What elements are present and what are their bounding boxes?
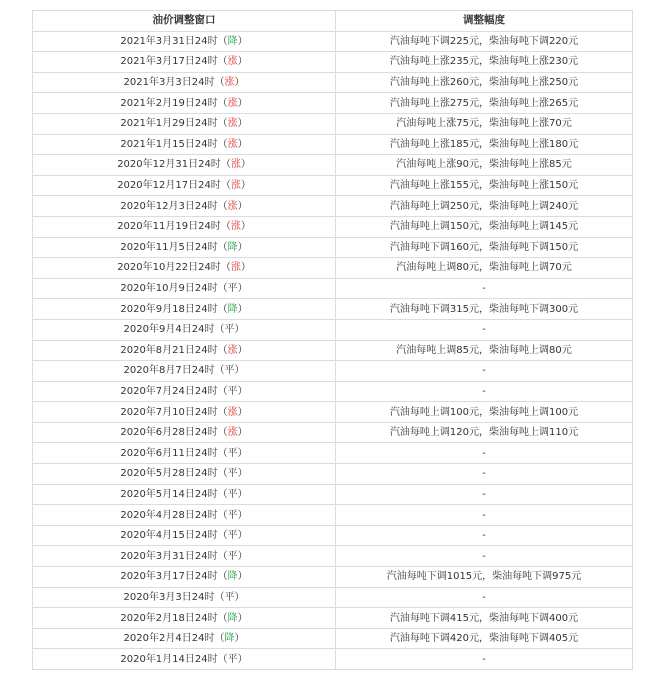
paren-open: （	[217, 56, 228, 68]
adjust-window-cell	[33, 278, 336, 299]
table-row	[33, 52, 633, 73]
paren-close: ）	[234, 633, 245, 645]
adjust-range-cell: 汽油每吨下调1015元，柴油每吨下调975元	[336, 567, 633, 588]
adjust-status-flat: 平	[224, 324, 235, 336]
adjust-status-flat: 平	[227, 283, 238, 295]
paren-open: （	[217, 509, 228, 521]
paren-close: ）	[237, 56, 248, 68]
adjust-range-cell: -	[336, 464, 633, 485]
paren-close: ）	[234, 365, 245, 377]
adjust-status-flat: 平	[227, 468, 238, 480]
adjust-status-flat: 平	[227, 550, 238, 562]
adjust-window-cell	[33, 31, 336, 52]
adjust-date: 2020年3月17日24时	[120, 571, 218, 583]
table-header-row	[33, 11, 633, 32]
adjust-window-cell	[33, 402, 336, 423]
paren-close: ）	[237, 406, 248, 418]
adjust-status-down: 降	[227, 303, 238, 315]
paren-close: ）	[237, 118, 248, 130]
paren-close: ）	[240, 159, 251, 171]
paren-close: ）	[237, 138, 248, 150]
paren-open: （	[217, 468, 228, 480]
paren-close: ）	[237, 447, 248, 459]
table-row	[33, 196, 633, 217]
paren-close: ）	[240, 262, 251, 274]
adjust-status-up: 涨	[230, 180, 241, 192]
adjust-status-up: 涨	[227, 118, 238, 130]
table-row	[33, 72, 633, 93]
paren-open: （	[217, 427, 228, 439]
adjust-window-cell	[33, 649, 336, 670]
adjust-range-cell: 汽油每吨下调225元，柴油每吨下调220元	[336, 31, 633, 52]
paren-open: （	[217, 550, 228, 562]
table-row	[33, 587, 633, 608]
adjust-date: 2021年1月29日24时	[120, 118, 218, 130]
adjust-range-cell: 汽油每吨上涨90元，柴油每吨上涨85元	[336, 155, 633, 176]
paren-open: （	[214, 633, 225, 645]
adjust-status-down: 降	[227, 241, 238, 253]
adjust-range-cell: -	[336, 587, 633, 608]
paren-open: （	[217, 447, 228, 459]
adjust-status-flat: 平	[227, 530, 238, 542]
paren-open: （	[217, 303, 228, 315]
paren-close: ）	[237, 571, 248, 583]
adjust-status-flat: 平	[224, 365, 235, 377]
paren-close: ）	[237, 344, 248, 356]
adjust-date: 2020年5月28日24时	[120, 468, 218, 480]
adjust-window-cell	[33, 381, 336, 402]
adjust-window-cell	[33, 484, 336, 505]
paren-open: （	[217, 571, 228, 583]
adjust-range-cell: 汽油每吨上调120元，柴油每吨上调110元	[336, 422, 633, 443]
paren-open: （	[214, 77, 225, 89]
table-row	[33, 525, 633, 546]
adjust-date: 2020年4月28日24时	[120, 509, 218, 521]
price-adjustment-table	[32, 10, 633, 670]
adjust-window-cell	[33, 196, 336, 217]
adjust-status-up: 涨	[227, 427, 238, 439]
adjust-date: 2020年9月18日24时	[120, 303, 218, 315]
adjust-date: 2020年5月14日24时	[120, 488, 218, 500]
table-row	[33, 319, 633, 340]
adjust-date: 2020年7月10日24时	[120, 406, 218, 418]
adjust-date: 2020年12月17日24时	[117, 180, 221, 192]
adjust-date: 2020年12月31日24时	[117, 159, 221, 171]
adjust-date: 2020年1月14日24时	[120, 653, 218, 665]
adjust-date: 2020年7月24日24时	[120, 385, 218, 397]
adjust-status-up: 涨	[227, 97, 238, 109]
paren-open: （	[220, 221, 231, 233]
paren-open: （	[217, 35, 228, 47]
paren-close: ）	[240, 180, 251, 192]
paren-open: （	[214, 324, 225, 336]
table-body	[33, 31, 633, 669]
adjust-date: 2021年3月17日24时	[120, 56, 218, 68]
table-row	[33, 443, 633, 464]
adjust-date: 2020年9月4日24时	[123, 324, 215, 336]
adjust-date: 2020年11月5日24时	[120, 241, 218, 253]
adjust-range-cell: 汽油每吨上涨155元，柴油每吨上涨150元	[336, 175, 633, 196]
adjust-status-down: 降	[227, 571, 238, 583]
header-adjust-window: 油价调整窗口	[33, 11, 336, 32]
table-row	[33, 93, 633, 114]
adjust-window-cell	[33, 52, 336, 73]
adjust-window-cell	[33, 628, 336, 649]
adjust-range-cell: 汽油每吨上调250元，柴油每吨上调240元	[336, 196, 633, 217]
adjust-range-cell: 汽油每吨上调100元，柴油每吨上调100元	[336, 402, 633, 423]
adjust-range-cell: 汽油每吨上调150元，柴油每吨上调145元	[336, 216, 633, 237]
paren-close: ）	[237, 241, 248, 253]
adjust-range-cell: 汽油每吨上涨185元，柴油每吨上涨180元	[336, 134, 633, 155]
adjust-range-cell: 汽油每吨上调85元，柴油每吨上调80元	[336, 340, 633, 361]
paren-close: ）	[237, 612, 248, 624]
table-row	[33, 340, 633, 361]
adjust-date: 2020年8月7日24时	[123, 365, 215, 377]
adjust-range-cell: 汽油每吨下调415元，柴油每吨下调400元	[336, 608, 633, 629]
adjust-status-up: 涨	[227, 200, 238, 212]
adjust-range-cell: -	[336, 649, 633, 670]
adjust-status-up: 涨	[227, 344, 238, 356]
adjust-range-cell: 汽油每吨下调420元，柴油每吨下调405元	[336, 628, 633, 649]
paren-open: （	[217, 530, 228, 542]
paren-open: （	[217, 488, 228, 500]
paren-open: （	[220, 262, 231, 274]
table-row	[33, 402, 633, 423]
adjust-range-cell: 汽油每吨上涨235元，柴油每吨上涨230元	[336, 52, 633, 73]
table-row	[33, 31, 633, 52]
adjust-window-cell	[33, 525, 336, 546]
adjust-range-cell: 汽油每吨上涨260元，柴油每吨上涨250元	[336, 72, 633, 93]
adjust-status-up: 涨	[230, 221, 241, 233]
paren-open: （	[217, 653, 228, 665]
table-row	[33, 258, 633, 279]
adjust-window-cell	[33, 134, 336, 155]
adjust-range-cell: 汽油每吨上涨75元，柴油每吨上涨70元	[336, 113, 633, 134]
table-row	[33, 299, 633, 320]
paren-open: （	[217, 283, 228, 295]
adjust-window-cell	[33, 567, 336, 588]
adjust-window-cell	[33, 175, 336, 196]
paren-close: ）	[237, 488, 248, 500]
paren-open: （	[217, 241, 228, 253]
table-row	[33, 608, 633, 629]
paren-open: （	[217, 406, 228, 418]
table-row	[33, 649, 633, 670]
adjust-status-up: 涨	[230, 262, 241, 274]
adjust-range-cell: -	[336, 505, 633, 526]
adjust-range-cell: 汽油每吨下调160元，柴油每吨下调150元	[336, 237, 633, 258]
table-row	[33, 134, 633, 155]
paren-close: ）	[234, 324, 245, 336]
adjust-window-cell	[33, 546, 336, 567]
table-row	[33, 237, 633, 258]
adjust-window-cell	[33, 155, 336, 176]
adjust-status-down: 降	[227, 612, 238, 624]
adjust-date: 2020年10月9日24时	[120, 283, 218, 295]
table-row	[33, 546, 633, 567]
adjust-window-cell	[33, 340, 336, 361]
adjust-date: 2020年6月28日24时	[120, 427, 218, 439]
adjust-date: 2021年3月3日24时	[123, 77, 215, 89]
adjust-status-flat: 平	[227, 653, 238, 665]
adjust-date: 2020年6月11日24时	[120, 447, 218, 459]
paren-close: ）	[237, 427, 248, 439]
paren-close: ）	[234, 77, 245, 89]
adjust-window-cell	[33, 72, 336, 93]
adjust-window-cell	[33, 464, 336, 485]
table-row	[33, 464, 633, 485]
header-adjust-range: 调整幅度	[336, 11, 633, 32]
adjust-window-cell	[33, 258, 336, 279]
adjust-date: 2020年12月3日24时	[120, 200, 218, 212]
adjust-date: 2020年8月21日24时	[120, 344, 218, 356]
adjust-range-cell: 汽油每吨上涨275元，柴油每吨上涨265元	[336, 93, 633, 114]
paren-close: ）	[237, 385, 248, 397]
adjust-range-cell: -	[336, 525, 633, 546]
adjust-range-cell: -	[336, 381, 633, 402]
adjust-window-cell	[33, 587, 336, 608]
paren-close: ）	[237, 283, 248, 295]
adjust-window-cell	[33, 443, 336, 464]
price-adjustment-table-container	[32, 10, 632, 670]
adjust-window-cell	[33, 361, 336, 382]
paren-open: （	[214, 591, 225, 603]
table-row	[33, 155, 633, 176]
paren-open: （	[217, 118, 228, 130]
paren-close: ）	[237, 550, 248, 562]
adjust-window-cell	[33, 93, 336, 114]
table-row	[33, 175, 633, 196]
paren-open: （	[217, 97, 228, 109]
table-row	[33, 567, 633, 588]
adjust-window-cell	[33, 216, 336, 237]
adjust-date: 2021年2月19日24时	[120, 97, 218, 109]
paren-close: ）	[237, 200, 248, 212]
adjust-status-down: 降	[227, 35, 238, 47]
table-row	[33, 484, 633, 505]
adjust-status-flat: 平	[227, 385, 238, 397]
adjust-date: 2020年3月3日24时	[123, 591, 215, 603]
adjust-window-cell	[33, 505, 336, 526]
adjust-window-cell	[33, 299, 336, 320]
adjust-window-cell	[33, 422, 336, 443]
table-row	[33, 278, 633, 299]
adjust-date: 2020年2月4日24时	[123, 633, 215, 645]
adjust-range-cell: -	[336, 278, 633, 299]
table-row	[33, 216, 633, 237]
adjust-window-cell	[33, 113, 336, 134]
adjust-status-flat: 平	[227, 488, 238, 500]
paren-close: ）	[240, 221, 251, 233]
paren-close: ）	[237, 97, 248, 109]
table-row	[33, 113, 633, 134]
paren-close: ）	[237, 35, 248, 47]
table-row	[33, 361, 633, 382]
adjust-date: 2021年3月31日24时	[120, 35, 218, 47]
adjust-range-cell: 汽油每吨下调315元，柴油每吨下调300元	[336, 299, 633, 320]
adjust-window-cell	[33, 608, 336, 629]
paren-close: ）	[237, 509, 248, 521]
adjust-date: 2021年1月15日24时	[120, 138, 218, 150]
paren-close: ）	[234, 591, 245, 603]
adjust-status-up: 涨	[230, 159, 241, 171]
paren-open: （	[217, 344, 228, 356]
paren-open: （	[214, 365, 225, 377]
adjust-date: 2020年2月18日24时	[120, 612, 218, 624]
paren-open: （	[217, 612, 228, 624]
paren-open: （	[217, 385, 228, 397]
paren-close: ）	[237, 530, 248, 542]
adjust-status-flat: 平	[227, 447, 238, 459]
adjust-range-cell: -	[336, 361, 633, 382]
table-row	[33, 422, 633, 443]
adjust-date: 2020年11月19日24时	[117, 221, 221, 233]
paren-close: ）	[237, 468, 248, 480]
adjust-date: 2020年3月31日24时	[120, 550, 218, 562]
paren-close: ）	[237, 303, 248, 315]
adjust-status-up: 涨	[227, 406, 238, 418]
paren-close: ）	[237, 653, 248, 665]
adjust-status-flat: 平	[227, 509, 238, 521]
adjust-range-cell: -	[336, 443, 633, 464]
adjust-window-cell	[33, 319, 336, 340]
paren-open: （	[217, 200, 228, 212]
adjust-range-cell: -	[336, 319, 633, 340]
paren-open: （	[220, 180, 231, 192]
adjust-status-down: 降	[224, 633, 235, 645]
adjust-status-up: 涨	[224, 77, 235, 89]
table-row	[33, 505, 633, 526]
adjust-date: 2020年10月22日24时	[117, 262, 221, 274]
adjust-status-up: 涨	[227, 138, 238, 150]
adjust-range-cell: -	[336, 546, 633, 567]
adjust-range-cell: -	[336, 484, 633, 505]
adjust-range-cell: 汽油每吨上调80元，柴油每吨上调70元	[336, 258, 633, 279]
adjust-status-flat: 平	[224, 591, 235, 603]
adjust-window-cell	[33, 237, 336, 258]
adjust-date: 2020年4月15日24时	[120, 530, 218, 542]
adjust-status-up: 涨	[227, 56, 238, 68]
paren-open: （	[220, 159, 231, 171]
table-row	[33, 381, 633, 402]
table-row	[33, 628, 633, 649]
paren-open: （	[217, 138, 228, 150]
